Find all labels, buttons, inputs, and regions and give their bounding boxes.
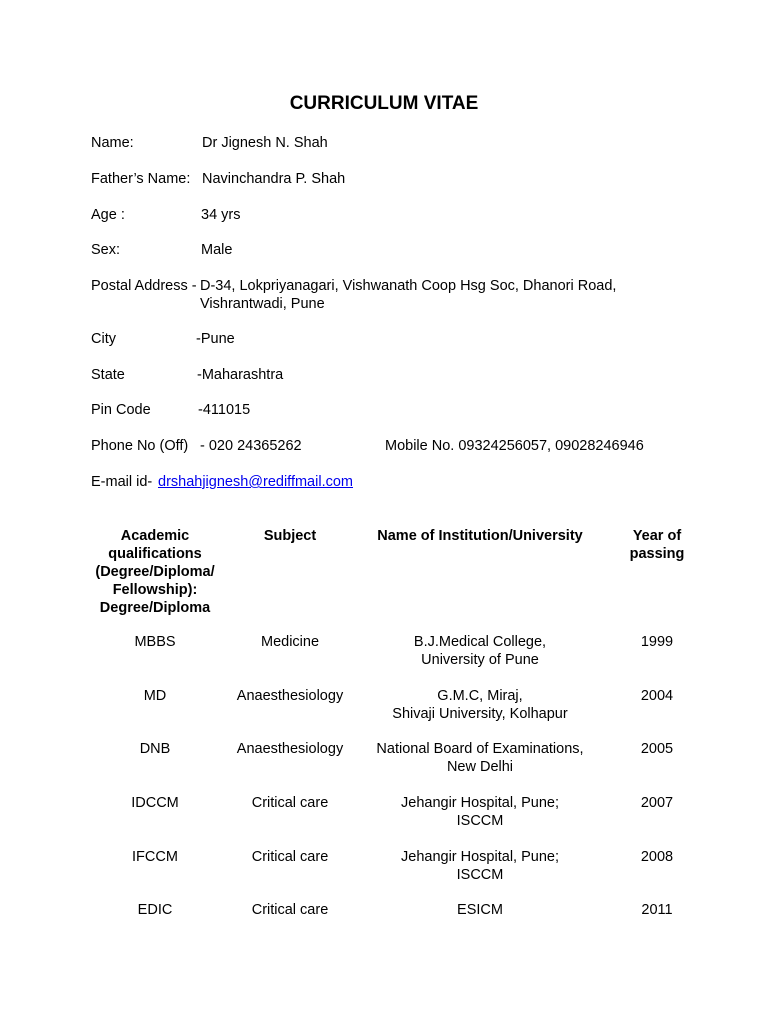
email-link[interactable]: drshahjignesh@rediffmail.com [158, 474, 353, 490]
row-institution: B.J.Medical College, University of Pune [413, 634, 547, 668]
header-qualifications: Academic qualifications (Degree/Diploma/ Fellowship): Degree/Diploma [95, 528, 215, 616]
row-institution: National Board of Examinations, New Delhi [376, 741, 584, 775]
row-year: 2011 [641, 902, 673, 918]
name-label: Name: [91, 135, 134, 151]
mobile-value: Mobile No. 09324256057, 09028246946 [385, 438, 644, 454]
state-label: State [91, 367, 125, 383]
header-subject: Subject [263, 528, 317, 544]
city-label: City [91, 331, 116, 347]
postal-address-line2: Vishrantwadi, Pune [200, 296, 325, 312]
page-title: CURRICULUM VITAE [289, 93, 479, 114]
pin-code-value: -411015 [198, 402, 251, 418]
name-value: Dr Jignesh N. Shah [202, 135, 328, 151]
sex-label: Sex: [91, 242, 121, 258]
postal-address-label: Postal Address - [91, 278, 197, 294]
header-year: Year of passing [629, 528, 685, 562]
row-degree: EDIC [137, 902, 173, 918]
row-year: 1999 [640, 634, 674, 650]
pin-code-label: Pin Code [91, 402, 151, 418]
row-institution: Jehangir Hospital, Pune; ISCCM [401, 849, 559, 883]
age-value: 34 yrs [201, 207, 241, 223]
postal-address-line1: D-34, Lokpriyanagari, Vishwanath Coop Hsg Soc, Dhanori Road, [200, 278, 617, 294]
row-subject: Critical care [251, 849, 329, 865]
row-subject: Medicine [260, 634, 320, 650]
row-degree: DNB [139, 741, 171, 757]
state-value: -Maharashtra [197, 367, 284, 383]
row-institution: ESICM [457, 902, 503, 918]
sex-value: Male [201, 242, 233, 258]
row-subject: Anaesthesiology [236, 688, 344, 704]
row-degree: MD [143, 688, 167, 704]
row-degree: IDCCM [131, 795, 179, 811]
age-label: Age : [91, 207, 125, 223]
header-institution: Name of Institution/University [377, 528, 583, 544]
row-institution: Jehangir Hospital, Pune; ISCCM [401, 795, 559, 829]
row-subject: Anaesthesiology [236, 741, 344, 757]
phone-label: Phone No (Off) [91, 438, 189, 454]
row-subject: Critical care [251, 902, 329, 918]
father-name-value: Navinchandra P. Shah [202, 171, 346, 187]
city-value: -Pune [196, 331, 235, 347]
row-year: 2004 [640, 688, 674, 704]
phone-value: - 020 24365262 [200, 438, 302, 454]
father-name-label: Father’s Name: [91, 171, 191, 187]
row-degree: MBBS [134, 634, 176, 650]
email-label: E-mail id- [91, 474, 153, 490]
row-year: 2007 [640, 795, 674, 811]
row-subject: Critical care [251, 795, 329, 811]
row-institution: G.M.C, Miraj, Shivaji University, Kolhapur [392, 688, 568, 722]
row-degree: IFCCM [132, 849, 178, 865]
row-year: 2005 [640, 741, 674, 757]
row-year: 2008 [640, 849, 674, 865]
